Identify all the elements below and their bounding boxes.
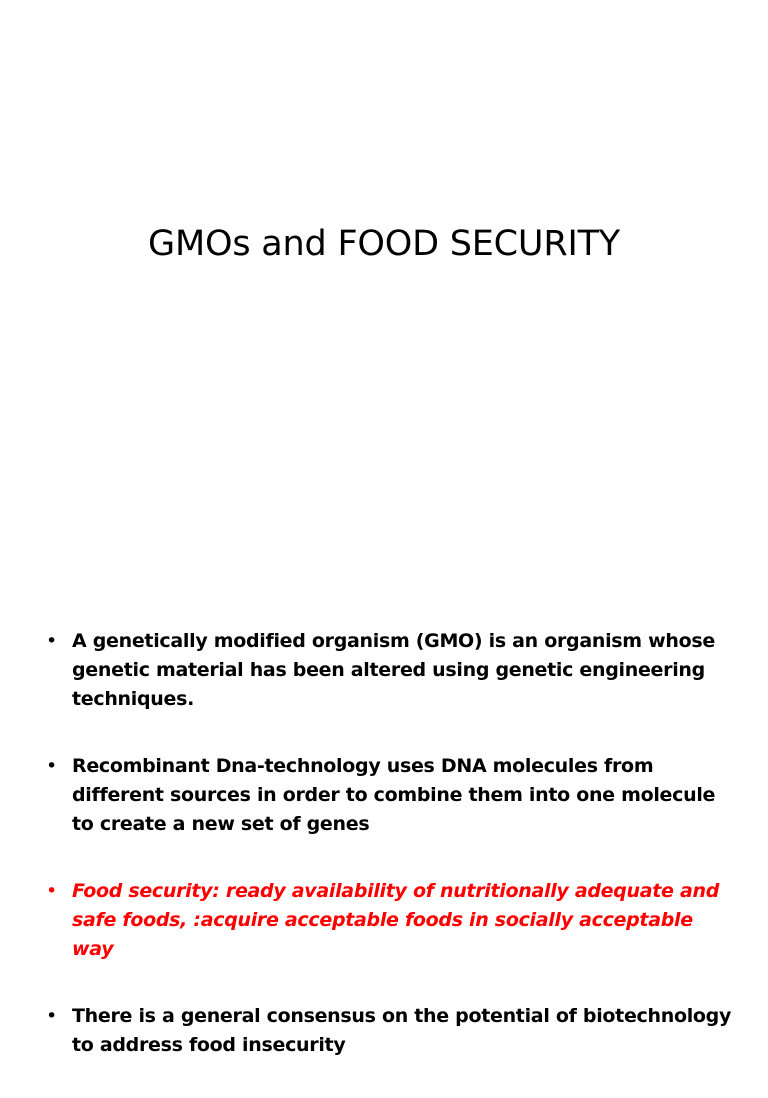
bullet-item-recombinant-dna: [46, 752, 736, 839]
slide-title: GMOs and FOOD SECURITY: [148, 224, 620, 264]
bullet-item-food-security: [46, 877, 736, 964]
bullet-dot-icon: •: [46, 880, 57, 902]
bullet-list: [46, 627, 736, 1098]
bullet-text: Food security: ready availability of nutritionally adequate and safe foods, :acquire acceptable foods in socially acceptable way: [72, 880, 720, 960]
bullet-dot-icon: •: [46, 755, 57, 777]
bullet-dot-icon: •: [46, 630, 57, 652]
bullet-text: Recombinant Dna-technology uses DNA molecules from different sources in order to combine them into one molecule to create a new set of genes: [72, 755, 716, 835]
bullet-dot-icon: •: [46, 1005, 57, 1027]
bullet-text: A genetically modified organism (GMO) is an organism whose genetic material has been altered using genetic engineering techniques.: [72, 630, 715, 710]
bullet-item-consensus: [46, 1002, 736, 1060]
bullet-item-gmo-definition: [46, 627, 736, 714]
bullet-text: There is a general consensus on the potential of biotechnology to address food insecurity: [72, 1005, 732, 1056]
